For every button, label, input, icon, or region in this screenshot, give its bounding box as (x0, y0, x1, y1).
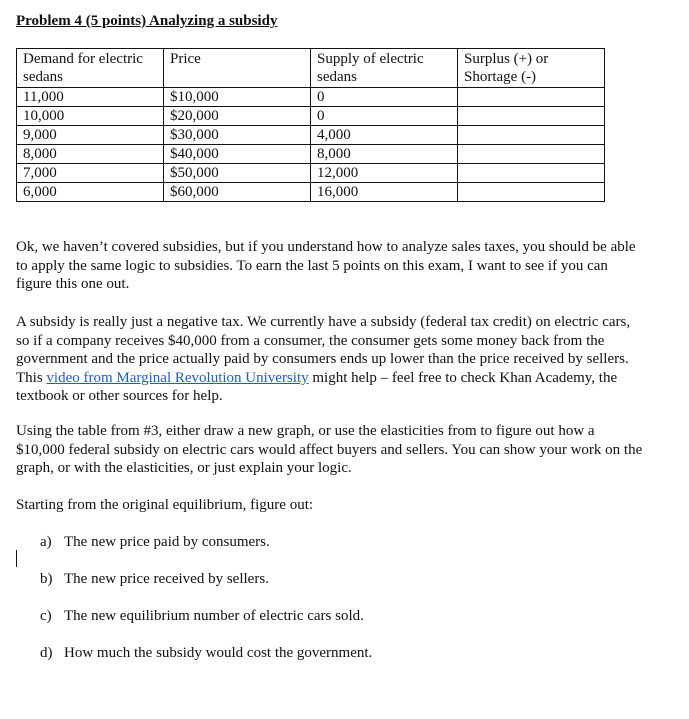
header-price (164, 49, 311, 88)
cell-surplus[interactable] (458, 183, 605, 202)
cell-price: $40,000 (164, 145, 311, 164)
supply-demand-table (16, 48, 605, 202)
table-row (17, 145, 605, 164)
cell-supply: 16,000 (311, 183, 458, 202)
header-demand (17, 49, 164, 88)
question-marker: a) (40, 534, 52, 550)
table-row (17, 164, 605, 183)
table-row (17, 88, 605, 107)
cell-demand: 8,000 (17, 145, 164, 164)
marginal-revolution-video-link[interactable]: video from Marginal Revolution University (46, 369, 309, 386)
cell-price: $10,000 (164, 88, 311, 107)
question-text: The new price received by sellers. (64, 571, 269, 587)
table-row (17, 183, 605, 202)
subsidy-explanation-paragraph (16, 313, 646, 406)
cell-price: $50,000 (164, 164, 311, 183)
cell-supply: 0 (311, 107, 458, 126)
question-b (40, 570, 269, 588)
header-price-line1: Price (170, 51, 201, 67)
cell-surplus[interactable] (458, 164, 605, 183)
header-supply-line2: sedans (317, 69, 357, 85)
instructions-paragraph: Using the table from #3, either draw a new graph, or use the elasticities from to figure out how a $10,000 federal subsidy on electric cars would affect buyers and sellers. You can show your work on the graph, or with the elasticities, or just explain your logic. (16, 423, 643, 477)
header-supply-line1: Supply of electric (317, 51, 424, 67)
cell-price: $20,000 (164, 107, 311, 126)
problem-title: Problem 4 (5 points) Analyzing a subsidy (16, 13, 278, 29)
question-marker: b) (40, 571, 53, 587)
cell-price: $30,000 (164, 126, 311, 145)
cell-supply: 8,000 (311, 145, 458, 164)
header-surplus-shortage (458, 49, 605, 88)
intro-paragraph: Ok, we haven’t covered subsidies, but if you understand how to analyze sales taxes, you should be able to apply the same logic to subsidies. To earn the last 5 points on this exam, I want to see if you can figure this one out. (16, 239, 636, 293)
cell-surplus[interactable] (458, 145, 605, 164)
question-text: How much the subsidy would cost the government. (64, 645, 373, 661)
text-cursor (16, 550, 17, 567)
question-d (40, 644, 372, 662)
starting-point-paragraph: Starting from the original equilibrium, figure out: (16, 497, 314, 513)
subsidy-text-before-link: A subsidy is really just a negative tax. We currently have a subsidy (federal tax credit) on electric cars, so if a company receives $40,000 from a consumer, the consumer gets some money back from the government and the price actually paid by consumers ends up lower than the price received by sellers. This (16, 314, 631, 386)
cell-price: $60,000 (164, 183, 311, 202)
cell-surplus[interactable] (458, 126, 605, 145)
cell-demand: 11,000 (17, 88, 164, 107)
header-demand-line2: sedans (23, 69, 63, 85)
table-row (17, 126, 605, 145)
cell-demand: 6,000 (17, 183, 164, 202)
question-a (40, 533, 270, 551)
header-surplus-line2: Shortage (-) (464, 69, 537, 85)
table-header-row (17, 49, 605, 88)
question-text: The new price paid by consumers. (64, 534, 270, 550)
header-demand-line1: Demand for electric (23, 51, 143, 67)
cell-demand: 7,000 (17, 164, 164, 183)
header-surplus-line1: Surplus (+) or (464, 51, 549, 67)
cell-surplus[interactable] (458, 107, 605, 126)
cell-supply: 4,000 (311, 126, 458, 145)
cell-surplus[interactable] (458, 88, 605, 107)
subsidy-text-after-link: might help – feel free to check Khan Academy, the textbook or other sources for help. (16, 369, 618, 405)
question-marker: c) (40, 608, 52, 624)
cell-supply: 12,000 (311, 164, 458, 183)
cell-supply: 0 (311, 88, 458, 107)
header-supply (311, 49, 458, 88)
question-marker: d) (40, 645, 53, 661)
question-c (40, 607, 364, 625)
question-text: The new equilibrium number of electric cars sold. (64, 608, 364, 624)
table-row (17, 107, 605, 126)
cell-demand: 9,000 (17, 126, 164, 145)
cell-demand: 10,000 (17, 107, 164, 126)
